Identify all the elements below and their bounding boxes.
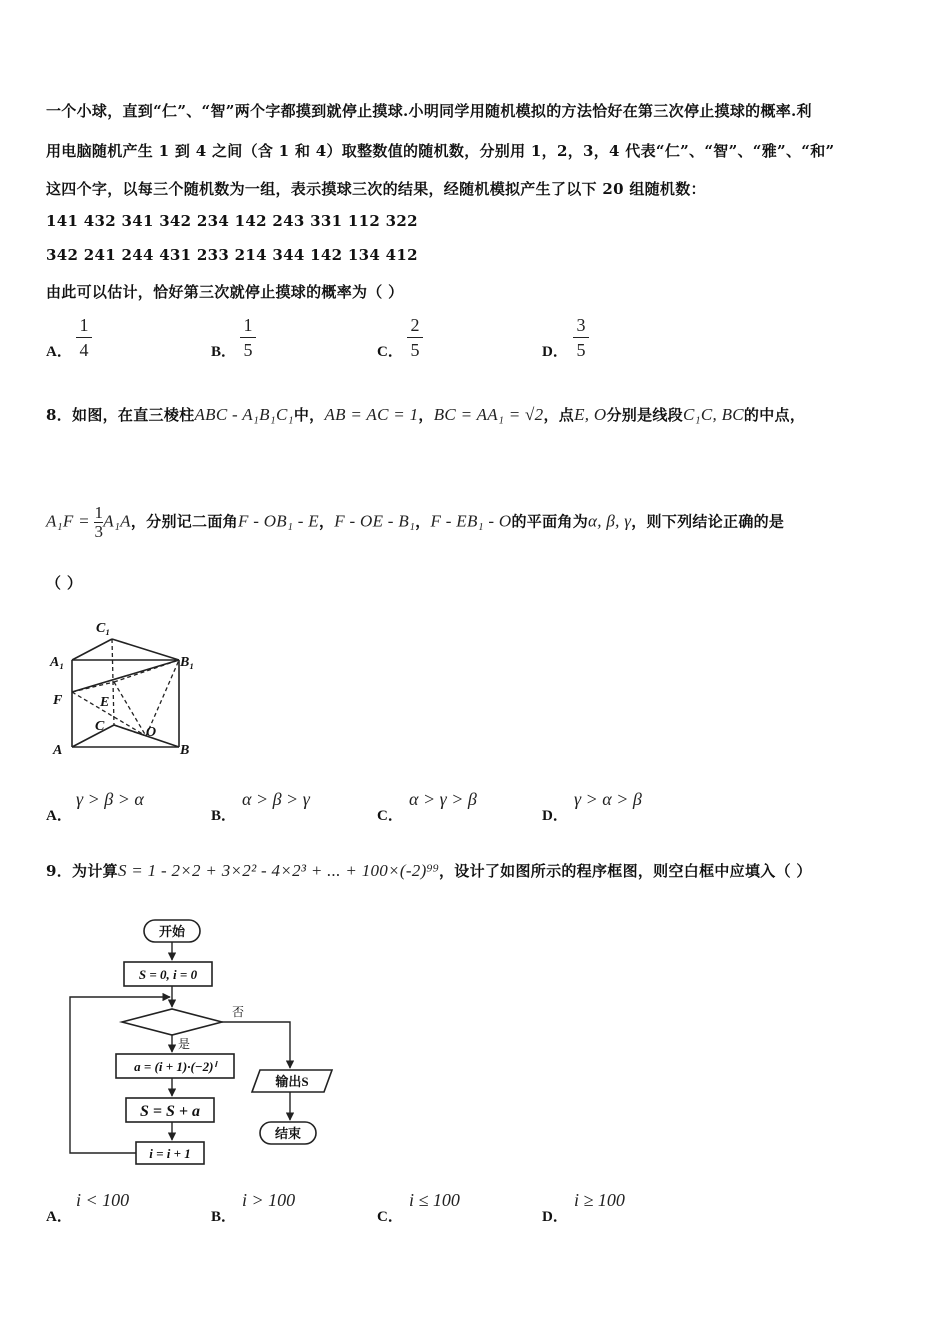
- q7-random-numbers-row-1: 141 432 341 342 234 142 243 331 112 322: [46, 212, 418, 230]
- flow-increment-text: i = i + 1: [149, 1146, 191, 1161]
- option-expr: α > γ > β: [409, 789, 477, 809]
- option-expr: γ > α > β: [574, 789, 642, 809]
- flow-no-label: 否: [231, 1005, 245, 1019]
- q8-line-2: A₁F = $\frac{1}{3}$ A₁A，分别记二面角F - OB₁ - E，F - OE - B₁，F - EB₁ - O的平面角为α, β, γ，则下列结论正确的是: [46, 503, 785, 541]
- option-label: D．: [542, 808, 568, 824]
- option-label: D．: [542, 344, 568, 360]
- label-f: F: [53, 693, 63, 708]
- flow-init-text: S = 0, i = 0: [138, 967, 198, 982]
- q7-line-3: 这四个字，以每三个随机数为一组，表示摸球三次的结果，经随机模拟产生了以下 20 组随机数：: [46, 180, 706, 198]
- option-label: D．: [542, 1209, 568, 1225]
- flow-assign-a-text: a = (i + 1)·(−2)ⁱ: [134, 1059, 216, 1074]
- fraction: 1 4: [76, 314, 92, 361]
- option-label: C．: [377, 808, 403, 824]
- option-expr: γ > β > α: [76, 789, 144, 809]
- option-label: A．: [46, 344, 72, 360]
- label-b: B: [180, 743, 190, 758]
- q7-question: 由此可以估计，恰好第三次就停止摸球的概率为（ ）: [46, 283, 404, 301]
- q8-prism-figure: [44, 612, 214, 762]
- option-label: C．: [377, 344, 403, 360]
- option-label: B．: [211, 808, 237, 824]
- label-a1: A₁: [50, 655, 65, 670]
- label-b1: B₁: [180, 655, 195, 670]
- label-o: O: [146, 725, 157, 740]
- q9-line-1: 9．为计算S = 1 - 2×2 + 3×2² - 4×2³ + ... + 100×(-2)⁹⁹，设计了如图所示的程序框图，则空白框中应填入（ ）: [46, 861, 812, 880]
- option-label: B．: [211, 1209, 237, 1225]
- option-expr: i ≤ 100: [409, 1190, 460, 1210]
- label-a: A: [53, 743, 63, 758]
- fraction: 2 5: [407, 314, 423, 361]
- flow-start-text: 开始: [158, 924, 186, 939]
- option-label: C．: [377, 1209, 403, 1225]
- option-label: B．: [211, 344, 237, 360]
- flow-end-text: 结束: [274, 1126, 302, 1141]
- fraction: 3 5: [573, 314, 589, 361]
- option-label: A．: [46, 1209, 72, 1225]
- flow-condition-node: [122, 1009, 222, 1035]
- option-expr: i ≥ 100: [574, 1190, 625, 1210]
- q7-random-numbers-row-2: 342 241 244 431 233 214 344 142 134 412: [46, 246, 418, 264]
- q8-answer-paren: （ ）: [46, 574, 83, 592]
- q8-line-1: 8．如图，在直三棱柱ABC - A₁B₁C₁中，AB = AC = 1，BC = AA₁ = √2，点E, O分别是线段C₁C, BC的中点，: [46, 405, 806, 424]
- q7-line-2: 用电脑随机产生 1 到 4 之间（含 1 和 4）取整数值的随机数，分别用 1，2，3，4 代表“仁”、“智”、“雅”、“和”: [46, 142, 835, 160]
- label-c1: C₁: [96, 621, 111, 636]
- label-c: C: [95, 719, 105, 734]
- option-expr: α > β > γ: [242, 789, 310, 809]
- q7-line-1: 一个小球，直到“仁”、“智”两个字都摸到就停止摸球.小明同学用随机模拟的方法恰好在第三次停止摸球的概率.利: [46, 102, 812, 120]
- option-expr: i < 100: [76, 1190, 130, 1210]
- flow-yes-label: 是: [177, 1037, 191, 1051]
- label-e: E: [100, 695, 110, 710]
- option-label: A．: [46, 808, 72, 824]
- fraction: 1 5: [240, 314, 256, 361]
- q9-flowchart: [60, 912, 350, 1172]
- flow-assign-s-text: S = S + a: [139, 1103, 201, 1120]
- option-expr: i > 100: [242, 1190, 296, 1210]
- flow-output-text: 输出S: [275, 1074, 309, 1089]
